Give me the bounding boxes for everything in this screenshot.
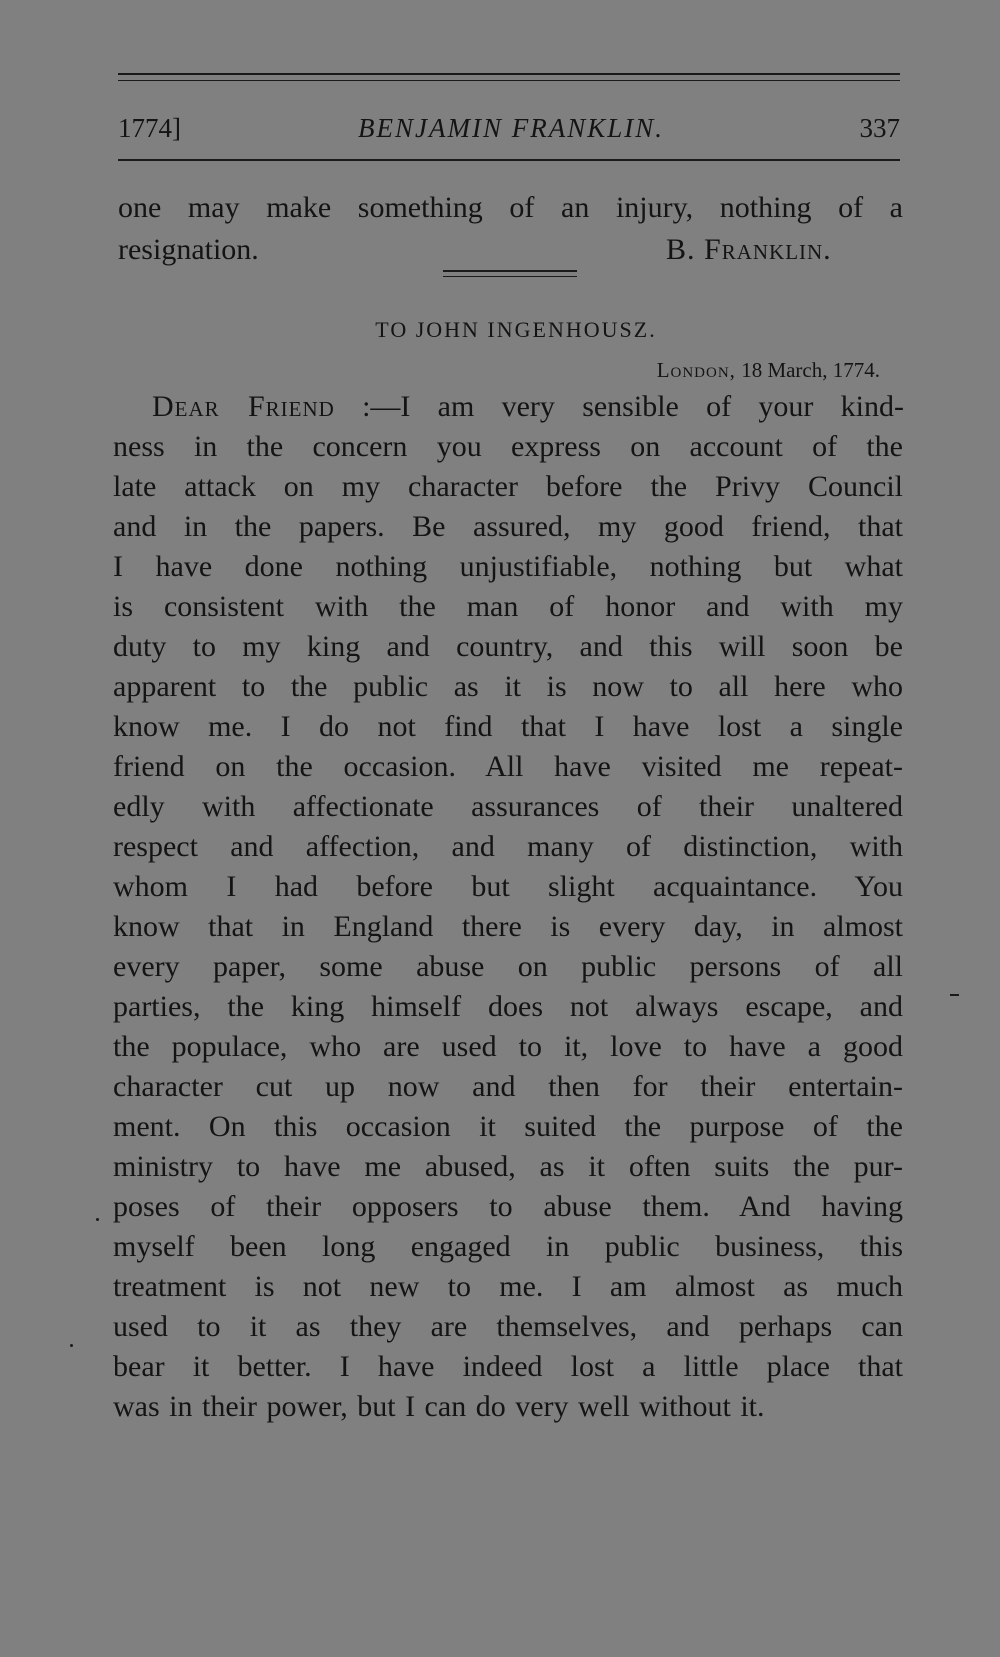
body-line: friend on the occasion. All have visited me repeat- [113,750,903,783]
header-bottom-rule [118,159,900,161]
previous-letter-last-line: one may make something of an injury, nothing of a [118,191,903,224]
letter-dateline [657,352,880,388]
body-line-1 [152,387,904,427]
body-line-1-text: :—I am very sensible of your kind- [334,390,904,423]
body-line: poses of their opposers to abuse them. And having [113,1190,903,1223]
body-line: and in the papers. Be assured, my good friend, that [113,510,903,543]
body-line: character cut up now and then for their entertain- [113,1070,903,1103]
closing-word: resignation. [118,233,259,266]
header-year: 1774] [118,113,181,143]
salutation: Dear Friend [152,390,335,423]
dateline-place: London, [656,358,736,382]
body-line: apparent to the public as it is now to all here who [113,670,903,703]
scan-speck [96,1218,99,1221]
running-title: BENJAMIN FRANKLIN. [358,113,664,143]
previous-letter-closing [118,230,868,270]
body-line: know me. I do not find that I have lost a single [113,710,903,743]
body-line: treatment is not new to me. I am almost as much [113,1270,903,1303]
body-line: bear it better. I have indeed lost a little place that [113,1350,903,1383]
separator-rule-bottom [443,276,577,277]
body-line: parties, the king himself does not always escape, and [113,990,903,1023]
body-line: ment. On this occasion it suited the purpose of the [113,1110,903,1143]
body-line: myself been long engaged in public business, this [113,1230,903,1263]
scan-speck [70,1344,73,1347]
signature: B. Franklin. [666,233,832,266]
body-line: late attack on my character before the Privy Council [113,470,903,503]
header-top-rule [118,73,900,75]
body-line: the populace, who are used to it, love to have a good [113,1030,903,1063]
body-line: ness in the concern you express on account of the [113,430,903,463]
body-line: respect and affection, and many of distinction, with [113,830,903,863]
body-line: was in their power, but I can do very well without it. [113,1390,765,1423]
header-top-rule-thin [118,80,900,81]
letter-heading: TO JOHN INGENHOUSZ. [375,317,657,342]
separator-rule-top [443,270,577,272]
body-line: is consistent with the man of honor and with my [113,590,903,623]
body-line: know that in England there is every day, in almost [113,910,903,943]
body-line: every paper, some abuse on public persons of all [113,950,903,983]
page-number: 337 [859,113,900,143]
body-line: edly with affectionate assurances of their unaltered [113,790,903,823]
body-line: ministry to have me abused, as it often suits the pur- [113,1150,903,1183]
body-line: used to it as they are themselves, and perhaps can [113,1310,903,1343]
body-line: whom I had before but slight acquaintance. You [113,870,903,903]
body-line: duty to my king and country, and this will soon be [113,630,903,663]
dateline-date: 18 March, 1774. [741,358,880,382]
running-header [118,100,900,156]
body-line: I have done nothing unjustifiable, nothing but what [113,550,903,583]
scan-speck [950,994,959,996]
